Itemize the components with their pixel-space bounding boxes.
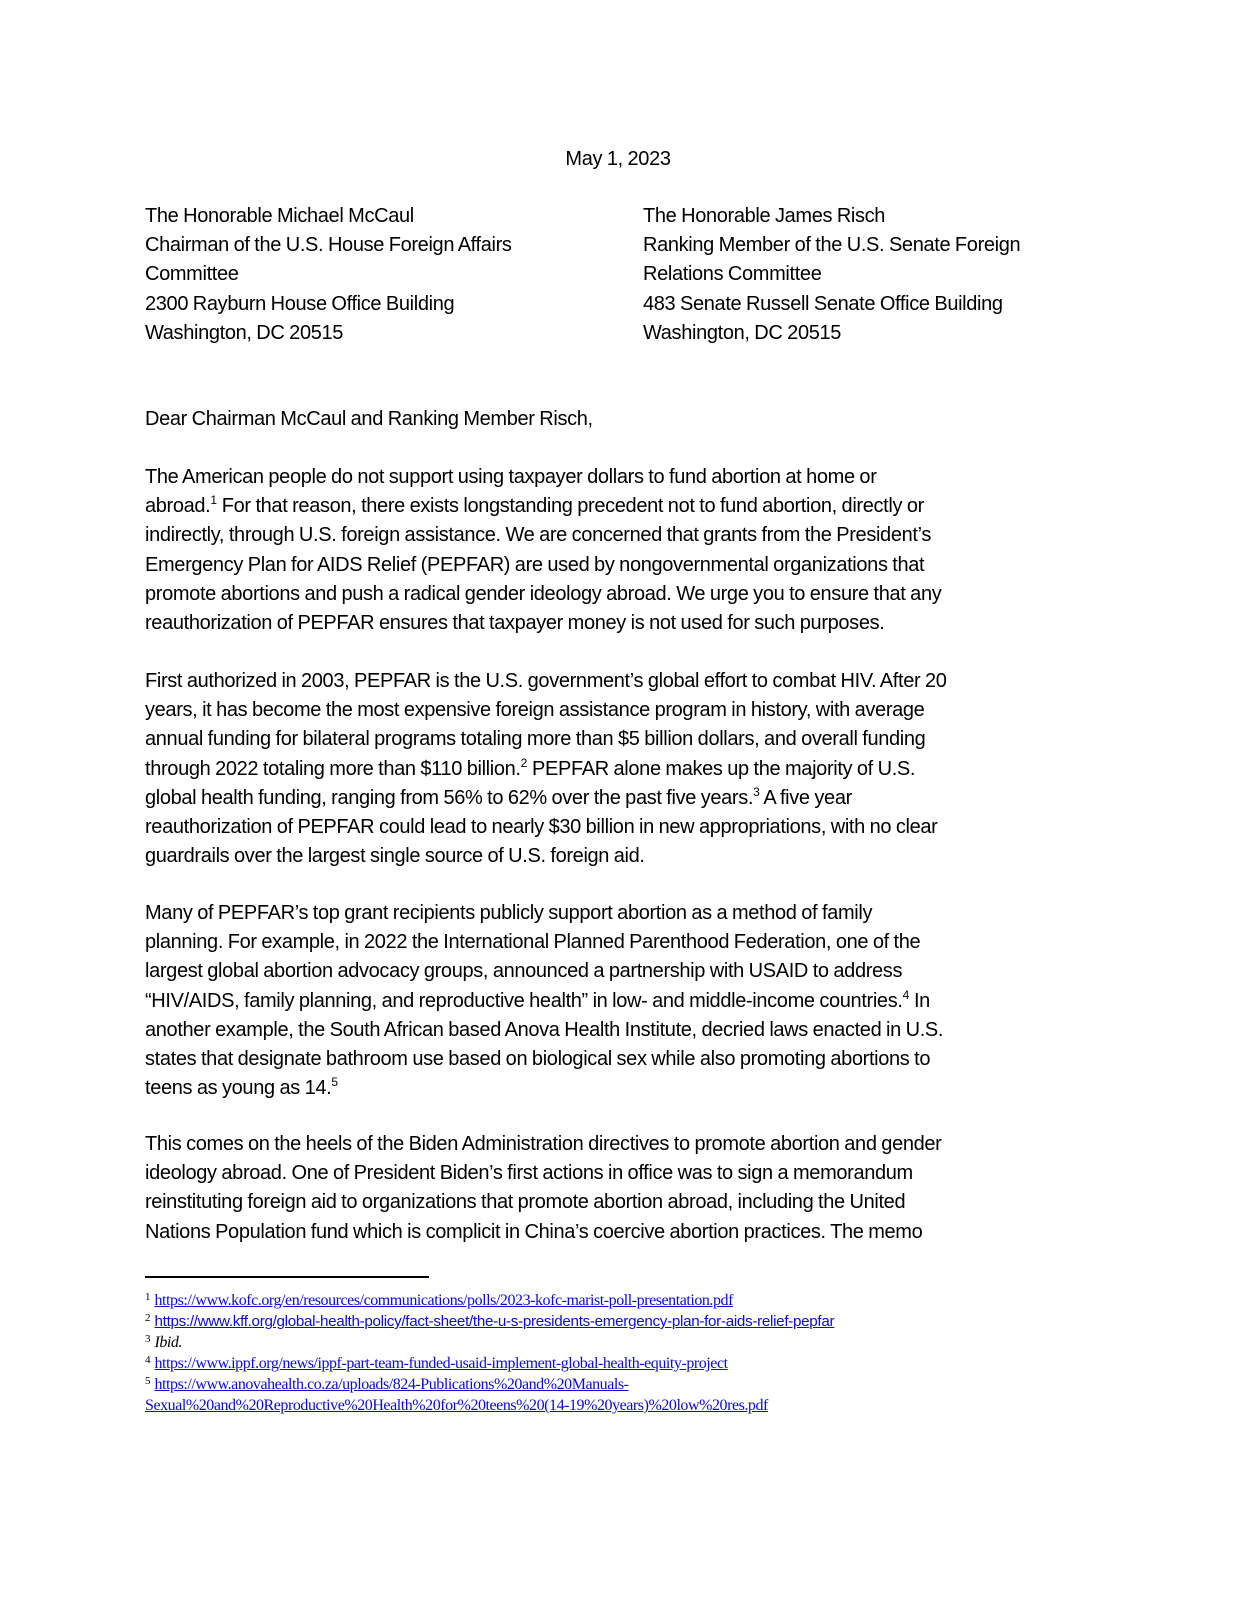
text-line: Emergency Plan for AIDS Relief (PEPFAR) are used by nongovernmental organizations that — [145, 553, 925, 576]
text-line — [145, 784, 947, 813]
recipient-title-cont: Committee — [145, 263, 239, 286]
text-line — [145, 755, 947, 784]
text-line: This comes on the heels of the Biden Administration directives to promote abortion and gender — [145, 1133, 942, 1155]
text-span: abroad. — [145, 495, 211, 518]
text-line: Many of PEPFAR’s top grant recipients publicly support abortion as a method of family — [145, 902, 873, 924]
footnote-link-continued[interactable]: Sexual%20and%20Reproductive%20Health%20for%20teens%20(14-19%20years)%20low%20res.pdf — [145, 1397, 768, 1414]
text-line: years, it has become the most expensive foreign assistance program in history, with average — [145, 699, 925, 722]
footnote-5 — [145, 1374, 834, 1416]
paragraph-4 — [145, 1130, 942, 1247]
paragraph-1 — [145, 463, 941, 638]
recipient-title: Ranking Member of the U.S. Senate Foreign — [643, 234, 1021, 257]
text-span: through 2022 totaling more than $110 billion. — [145, 757, 521, 780]
text-line: promote abortions and push a radical gender ideology abroad. We urge you to ensure that any — [145, 582, 942, 605]
text-line — [145, 987, 943, 1016]
footnote-number: 2 — [145, 1312, 151, 1324]
recipient-address-right — [643, 202, 1020, 348]
paragraph-2 — [145, 667, 947, 871]
text-line: guardrails over the largest single source of U.S. foreign aid. — [145, 845, 645, 868]
text-line: The American people do not support using taxpayer dollars to fund abortion at home or — [145, 466, 877, 488]
text-span: PEPFAR alone makes up the majority of U.S. — [527, 757, 916, 780]
text-line: reauthorization of PEPFAR could lead to nearly $30 billion in new appropriations, with no clear — [145, 816, 938, 839]
recipient-street: 2300 Rayburn House Office Building — [145, 292, 455, 315]
footnote-ibid: Ibid. — [154, 1334, 183, 1351]
recipient-city: Washington, DC 20515 — [643, 321, 842, 344]
text-line: another example, the South African based Anova Health Institute, decried laws enacted in U.S. — [145, 1018, 944, 1041]
footnotes — [145, 1290, 834, 1416]
paragraph-3 — [145, 899, 943, 1103]
text-line — [145, 492, 941, 521]
text-span: In — [909, 989, 930, 1012]
recipient-title-cont: Relations Committee — [643, 263, 822, 286]
recipient-address-left — [145, 202, 512, 348]
text-line: Nations Population fund which is complicit in China’s coercive abortion practices. The memo — [145, 1220, 923, 1243]
footnote-number: 5 — [145, 1375, 151, 1387]
letter-date: May 1, 2023 — [565, 148, 671, 170]
footnote-link[interactable]: https://www.ippf.org/news/ippf-part-team-funded-usaid-implement-global-health-equity-project — [154, 1355, 728, 1372]
footnote-ref-2[interactable]: 2 — [520, 755, 528, 770]
recipient-street: 483 Senate Russell Senate Office Building — [643, 292, 1003, 315]
text-line: ideology abroad. One of President Biden’s first actions in office was to sign a memorandum — [145, 1162, 913, 1185]
footnote-ref-3[interactable]: 3 — [753, 784, 760, 799]
text-span: For that reason, there exists longstanding precedent not to fund abortion, directly or — [217, 495, 924, 518]
footnote-ref-1[interactable]: 1 — [210, 493, 218, 508]
footnote-number: 4 — [145, 1354, 151, 1366]
footnote-4 — [145, 1353, 834, 1374]
recipient-title: Chairman of the U.S. House Foreign Affairs — [145, 234, 512, 257]
footnote-link[interactable]: https://www.kff.org/global-health-policy/fact-sheet/the-u-s-presidents-emergency-plan-for-aids-relief-pepfar — [154, 1313, 835, 1330]
text-line: annual funding for bilateral programs totaling more than $5 billion dollars, and overall funding — [145, 728, 926, 751]
footnote-1 — [145, 1290, 834, 1311]
text-span: global health funding, ranging from 56% to 62% over the past five years. — [145, 786, 754, 809]
footnote-separator — [145, 1276, 429, 1278]
footnote-2 — [145, 1311, 834, 1332]
text-line: states that designate bathroom use based on biological sex while also promoting abortions to — [145, 1048, 931, 1071]
text-line: reauthorization of PEPFAR ensures that taxpayer money is not used for such purposes. — [145, 612, 885, 635]
text-line: First authorized in 2003, PEPFAR is the U.S. government’s global effort to combat HIV. After 20 — [145, 670, 947, 692]
footnote-link[interactable]: https://www.anovahealth.co.za/uploads/824-Publications%20and%20Manuals- — [154, 1376, 629, 1393]
recipient-name: The Honorable James Risch — [643, 205, 886, 227]
footnote-number: 1 — [145, 1291, 151, 1303]
text-line: largest global abortion advocacy groups, announced a partnership with USAID to address — [145, 960, 903, 983]
recipient-name: The Honorable Michael McCaul — [145, 205, 414, 227]
text-line: reinstituting foreign aid to organizations that promote abortion abroad, including the United — [145, 1191, 906, 1214]
footnote-number: 3 — [145, 1333, 151, 1345]
footnote-ref-5[interactable]: 5 — [331, 1075, 339, 1090]
recipient-city: Washington, DC 20515 — [145, 321, 344, 344]
text-span: teens as young as 14. — [145, 1077, 332, 1100]
footnote-3 — [145, 1332, 834, 1353]
salutation: Dear Chairman McCaul and Ranking Member Risch, — [145, 408, 593, 430]
text-span: “HIV/AIDS, family planning, and reproductive health” in low- and middle-income countries. — [145, 989, 903, 1012]
footnote-link[interactable]: https://www.kofc.org/en/resources/communications/polls/2023-kofc-marist-poll-presentation.pdf — [154, 1292, 733, 1309]
text-line — [145, 1074, 943, 1103]
text-line: planning. For example, in 2022 the International Planned Parenthood Federation, one of the — [145, 931, 921, 954]
text-span: A five year — [759, 786, 852, 809]
footnote-ref-4[interactable]: 4 — [902, 987, 910, 1002]
text-line: indirectly, through U.S. foreign assistance. We are concerned that grants from the President’s — [145, 524, 931, 547]
